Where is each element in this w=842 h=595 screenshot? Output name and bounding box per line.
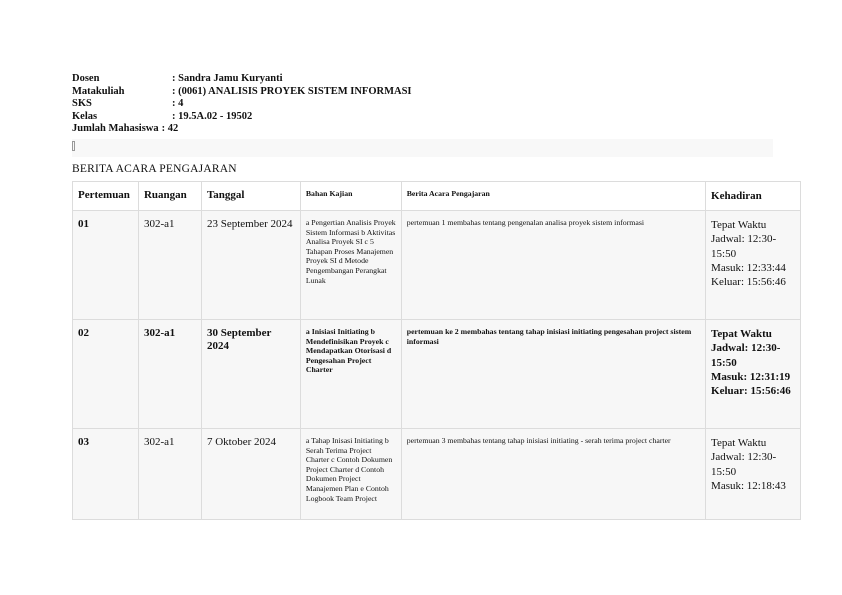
header-ruangan: Ruangan: [138, 182, 201, 211]
header-kehadiran: Kehadiran: [706, 182, 801, 211]
cell-bahan-kajian: a Pengertian Analisis Proyek Sistem Informasi b Aktivitas Analisa Proyek SI c 5 Tahapan Proses Manajemen Proyek SI d Metode Pengembangan Perangkat Lunak: [300, 211, 401, 320]
gray-band: [72, 139, 773, 157]
course-info: [72, 73, 412, 136]
table-row: [73, 429, 801, 520]
cell-pertemuan: 01: [73, 211, 139, 320]
kehadiran-status: Tepat Waktu: [711, 219, 767, 231]
info-row-sks: [72, 98, 412, 111]
table-row: [73, 211, 801, 320]
kehadiran-masuk: Masuk: 12:18:43: [711, 479, 786, 492]
kelas-label: Kelas: [72, 110, 98, 122]
sks-label: SKS: [72, 98, 92, 109]
table-row: [73, 320, 801, 429]
cell-bahan-kajian: a Tahap Inisasi Initiating b Serah Terima Project Charter c Contoh Dokumen Project Charter d Contoh Dokumen Project Manajemen Plan e Contoh Logbook Team Project: [300, 429, 401, 520]
info-row-dosen: [72, 73, 412, 86]
cell-tanggal: 30 September 2024: [201, 320, 300, 429]
cell-kehadiran: [706, 429, 801, 520]
dosen-value: : Sandra Jamu Kuryanti: [172, 73, 283, 84]
cell-tanggal: 23 September 2024: [201, 211, 300, 320]
teaching-report-table: [72, 181, 801, 520]
cell-berita-acara: pertemuan 3 membahas tentang tahap inisiasi initiating - serah terima project charter: [401, 429, 705, 520]
header-tanggal: Tanggal: [201, 182, 300, 211]
matakuliah-value: : (0061) ANALISIS PROYEK SISTEM INFORMASI: [172, 85, 412, 97]
info-row-jumlah: [72, 123, 412, 136]
header-berita-acara: Berita Acara Pengajaran: [401, 182, 705, 211]
kehadiran-jadwal: Jadwal: 12:30-15:50: [711, 451, 777, 478]
table-header-row: [73, 182, 801, 211]
cell-kehadiran: [706, 320, 801, 429]
kelas-value: : 19.5A.02 - 19502: [172, 110, 253, 122]
cell-pertemuan: 03: [73, 429, 139, 520]
cell-berita-acara: pertemuan 1 membahas tentang pengenalan analisa proyek sistem informasi: [401, 211, 705, 320]
cell-ruangan: 302-a1: [138, 320, 201, 429]
kehadiran-jadwal: Jadwal: 12:30-15:50: [711, 233, 777, 260]
info-row-matakuliah: [72, 86, 412, 99]
jumlah-label: Jumlah Mahasiswa: [72, 123, 159, 134]
kehadiran-keluar: Keluar: 15:56:46: [711, 276, 786, 289]
dosen-label: Dosen: [72, 73, 100, 84]
kehadiran-masuk: Masuk: 12:31:19: [711, 370, 791, 383]
cell-ruangan: 302-a1: [138, 429, 201, 520]
cell-berita-acara: pertemuan ke 2 membahas tentang tahap inisiasi initiating pengesahan project sistem informasi: [401, 320, 705, 429]
kehadiran-keluar: Keluar: 15:56:46: [711, 385, 791, 398]
header-pertemuan: Pertemuan: [73, 182, 139, 211]
sks-value: : 4: [172, 98, 184, 109]
cell-bahan-kajian: a Inisiasi Initiating b Mendefinisikan Proyek c Mendapatkan Otorisasi d Pengesahan Project Charter: [300, 320, 401, 429]
kehadiran-status: Tepat Waktu: [711, 437, 767, 449]
kehadiran-status: Tepat Waktu: [711, 328, 772, 340]
info-row-kelas: [72, 111, 412, 124]
cell-tanggal: 7 Oktober 2024: [201, 429, 300, 520]
text-cursor-icon: [72, 141, 75, 151]
kehadiran-masuk: Masuk: 12:33:44: [711, 261, 786, 274]
matakuliah-label: Matakuliah: [72, 85, 125, 97]
kehadiran-jadwal: Jadwal: 12:30-15:50: [711, 342, 781, 369]
cell-pertemuan: 02: [73, 320, 139, 429]
cell-kehadiran: [706, 211, 801, 320]
cell-ruangan: 302-a1: [138, 211, 201, 320]
section-title: BERITA ACARA PENGAJARAN: [72, 163, 237, 175]
header-bahan-kajian: Bahan Kajian: [300, 182, 401, 211]
jumlah-value: : 42: [161, 123, 179, 134]
